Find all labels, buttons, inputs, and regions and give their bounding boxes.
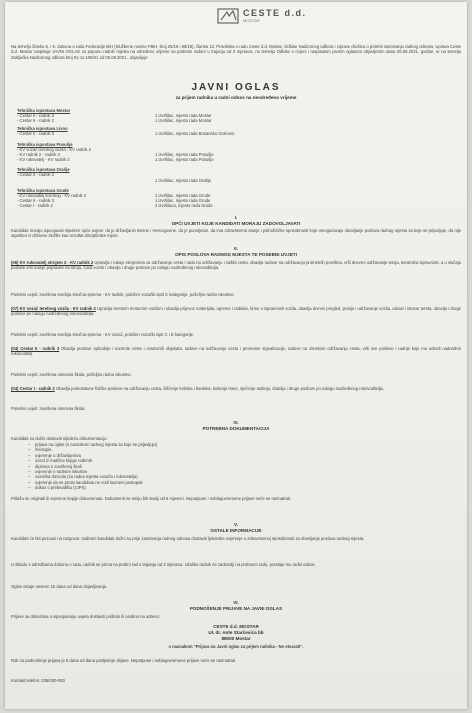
count-mostar-2: 1 izvršilac, mjesto rada Mostar (155, 118, 212, 123)
count-posusje-2: 1 izvršilac, mjesto rada Posušje (155, 157, 214, 162)
info-paragraph-3: Oglas ostaje otvoren 15 dana od dana objavljivanja. (11, 584, 108, 589)
address-city: 88000 Mostar (221, 636, 251, 641)
unit-mostar: Tehnička ispostava Mostar (17, 108, 71, 113)
job-grude-2: - Cestar II - radnik 3 (17, 198, 55, 203)
section-1-title: OPĆI UVJETI KOJE KANDIDATI MORAJU ZADOVOLJAVATI (171, 221, 301, 226)
company-location: MOSTAR (243, 18, 260, 23)
document-item: – životopis (35, 447, 467, 452)
document-item: – prijava na oglas (s naznakom radnog mjesta za koje se prijavljuju) (35, 442, 467, 447)
job-description-4-label: (04) Cestar I - radnik 2 (11, 386, 55, 391)
job-condition-3: Posebni uvjeti: završena osnovna škola, poželjno radno iskustvo. (11, 372, 132, 377)
section-1-text: Kandidati moraju ispunjavati sljedeće opće uvjete: da je državljanin Bosne i Hercegovine, da je punoljetan, da ima zdravstveno stanje i psihofizičke sposobnosti koje omogućavaju obavljanje poslova radnog mjesta za koje se prijavljuje, da nije otpušten iz državne službe kao rezultat disciplinske mjere. (11, 228, 461, 239)
job-grude-1: - KV rukovatelj teretnog - KV radnik 2 (17, 193, 87, 198)
section-5-number: VI. (233, 600, 239, 605)
job-mostar-2: - Cestar II - radnik 2 (17, 118, 55, 123)
job-description-1-text: Upravlja i rukuje strojevima za održavanje cesta i radu na održavanju i zaštiti cesta, obavlja radove na održavanju prometnih površina, vrši dnevno održavanje stroja, kontrolira ispravnost, a u slučaju potrebe vrši manje popravke na stroju, čuva vozilo i obavlja i druge poslove po nalogu nadređenog rukovoditelja. (11, 260, 461, 271)
contact-text: Kontakt telefon: 036/000-000 (11, 678, 65, 683)
job-description-3 (11, 346, 461, 357)
submission-text: Prijave sa dokazima o ispunjavanju uvjeta dostaviti poštom ili osobno na adresu: (11, 614, 160, 619)
job-description-2-label: (07) KV vozač teretnog vozila - KV radnik 2 (11, 306, 96, 311)
unit-livno: Tehnička ispostava Livno (17, 126, 68, 131)
count-grude-1: 1 izvršilac, mjesto rada Grude (155, 193, 211, 198)
company-logo (217, 7, 307, 25)
unit-orasje: Tehnička ispostava Orašje (17, 167, 70, 172)
count-orasje-1: 1 izvršilac, mjesto rada Orašje (155, 178, 212, 183)
section-1-number: I. (234, 215, 238, 220)
job-description-2 (11, 306, 461, 317)
document-item: – diploma o završenoj školi (35, 464, 467, 469)
main-title: JAVNI OGLAS (191, 82, 281, 93)
unit-grude: Tehnička ispostava Grude (17, 188, 69, 193)
job-description-2-text: Upravlja teretnim motornim vozilom i obavlja prijevoz materijala, opreme i radnika, brine o ispravnosti vozila, obavlja dnevni pregled, pranje i održavanje vozila, utovar i istovar tereta, obavlja i druge poslove po nalogu nadređenog rukovoditelja. (11, 306, 461, 317)
document-item: – uvjerenje o radnom iskustvu (35, 469, 467, 474)
job-description-3-label: (04) Cestar II - radnik 3 (11, 346, 60, 351)
count-grude-3: 2 izvršilaca, mjesto rada Grude (155, 203, 213, 208)
documents-intro: Kandidati su dužni dostaviti sljedeću dokumentaciju: (11, 436, 108, 441)
document-item: – vozačka dozvola (za radna mjesta vozača i rukovatelja) (35, 474, 467, 479)
job-posusje-1: - KV vozač teretnog vozila - KV radnik 2 (17, 147, 92, 152)
documents-note: Prilažu se originali ili ovjerene kopije dokumenata. Dokumenti ne smiju biti stariji od 6 mjeseci. Nepotpune i neblagovremene prijave neće se razmatrati. (11, 496, 292, 501)
job-description-3-text: Obavlja poslove ophodnje i kontrole ceste i cestovnih objekata, radove na održavanju cesta i prometne signalizacije, radove na zimskom održavanju cesta, vrši sve poslove i radnje koje mu odredi nadređeni rukovoditelj. (11, 346, 461, 357)
documents-list (13, 442, 467, 491)
section-3-title: POTREBNA DOKUMENTACIJA (202, 426, 270, 431)
count-livno-1: 1 izvršilac, mjesto rada Bosansko Grahovo (155, 131, 235, 136)
deadline-text: Rok za podnošenje prijava je 8 dana od dana posljednje objave. Nepotpune i neblagovremene prijave neće se razmatrati. (11, 658, 237, 663)
address-street: Ul. dr. Ante Starčevića bb (208, 630, 264, 635)
job-description-4 (11, 386, 461, 391)
job-orasje-1: - Cestar II - radnik 3 (17, 172, 55, 177)
job-mostar-1: - Cestar II - radnik 3 (17, 113, 55, 118)
info-paragraph-1: Kandidati će biti pozvani na razgovor. Izabrani kandidati dužni su prije zasnivanja radnog odnosa dostaviti ljekarsko uvjerenje o zdravstvenoj sposobnosti za obavljanje poslova radnog mjesta. (11, 536, 365, 541)
company-logo-icon (217, 7, 239, 25)
section-3-number: IV. (233, 420, 239, 425)
section-2-title: OPIS POSLOVA RADNOG MJESTA TE POSEBNI UVJETI (175, 252, 297, 257)
job-description-1 (11, 260, 461, 271)
job-description-4-text: Obavlja jednostavne fizičke poslove na održavanju cesta, čišćenje kolnika i bankina, košenje trave, sječenje raslinja, obavlja i druge poslove po nalogu nadređenog rukovoditelja. (55, 386, 384, 391)
job-posusje-2: - KV radnik 2 - radnik 3 (17, 152, 60, 157)
job-livno-1: - Cestar II - radnik 3 (17, 131, 55, 136)
intro-paragraph: Na temelju članka 5. i 6. Zakona o radu Federacije BiH (Službene novine FBiH, broj 26/16 i 89/18), članka 13. Pravilnika o radu Ceste d.d. Mostar, Odluke Nadzornog odbora i Uprave društva o potrebi zasnivanja radnog odnosa, Uprava Ceste d.d. Mostar raspisuje JAVNI OGLAS za popunu radnih mjesta na određeno vrijeme sa probnim radom u trajanju od 3 mjeseca, na temelju Odluke o ocjeni i raspisanim javnim oglasom objavljenim dana 06.08.2021. godine, te na temelju Zaključka Nadzornog odbora broj 01-11-199/21 od 05.08.2021., objavljuje: (11, 44, 461, 60)
section-5-title: PODNOŠENJE PRIJAVE NA JAVNI OGLAS (189, 606, 283, 611)
section-4-number: V. (234, 522, 238, 527)
address-company: CESTE d.d. MOSTAR (213, 624, 259, 629)
count-mostar-1: 1 izvršilac, mjesto rada Mostar (155, 113, 212, 118)
count-grude-2: 1 izvršilac, mjesto rada Grude (155, 198, 211, 203)
document-item: – uvjerenje o državljanstvu (35, 453, 467, 458)
document-item: – dokaz o prebivalištu (CIPS) (35, 485, 467, 490)
document-page (5, 2, 467, 709)
job-posusje-3: - KV rukovatelj - KV radnik 2 (17, 157, 70, 162)
document-item: – uvjerenje da se protiv kandidata ne vodi kazneni postupak (35, 480, 467, 485)
unit-posusje: Tehnička ispostava Posušje (17, 142, 73, 147)
job-condition-1: Posebni uvjeti: završena srednja stručna sprema - KV radnik, položen vozački ispit C kategorije, poželjno radno iskustvo. (11, 292, 235, 297)
section-4-title: OSTALE INFORMACIJE (210, 528, 262, 533)
job-condition-4: Posebni uvjeti: završena osnovna škola. (11, 406, 86, 411)
company-name: CESTE d.d. (243, 8, 307, 18)
section-2-number: II. (234, 246, 238, 251)
envelope-marking: s naznakom "Prijava na Javni oglas za prijem radnika - Ne otvarati". (168, 644, 304, 649)
document-item: – izvod iz matične knjige rođenih (35, 458, 467, 463)
count-posusje-1: 1 izvršilac, mjesto rada Posušje (155, 152, 214, 157)
main-subtitle: za prijem radnika u radni odnos na neodređeno vrijeme (175, 95, 297, 100)
info-paragraph-2: U skladu s odredbama Zakona o radu, radnik se prima na probni rad u trajanju od 3 mjeseca. Ukoliko radnik ne zadovolji na probnom radu, prestaje mu radni odnos. (11, 562, 316, 567)
job-condition-2: Posebni uvjeti: završena srednja stručna sprema - KV vozač, položen vozački ispit C i E kategorije. (11, 332, 195, 337)
job-grude-3: - Cestar I - radnik 2 (17, 203, 53, 208)
job-description-1-label: (06) KV rukovatelj strojem 2 - KV radnik 2 (11, 260, 94, 265)
